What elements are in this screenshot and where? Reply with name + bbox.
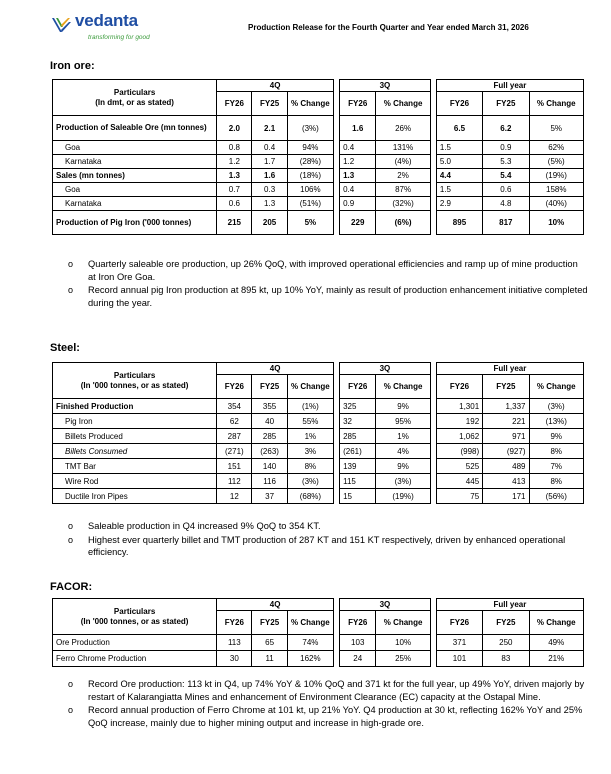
cell: 12 — [217, 489, 252, 504]
cell: 112 — [217, 474, 252, 489]
cell: 171 — [483, 489, 529, 504]
bullet-icon: o — [68, 534, 74, 545]
cell: 192 — [436, 414, 482, 429]
steel-bullets — [68, 520, 588, 560]
list-item: o Saleable production in Q4 increased 9% QoQ to 354 KT. — [68, 521, 321, 531]
col-header: FY25 — [483, 611, 529, 635]
cell: (40%) — [529, 197, 584, 211]
cell: (4%) — [376, 155, 430, 169]
cell: 162% — [287, 651, 333, 667]
cell: (28%) — [287, 155, 333, 169]
cell: 62% — [529, 141, 584, 155]
col-header: FY25 — [252, 375, 287, 399]
iron-ore-title: Iron ore: — [50, 60, 95, 72]
row-label: Karnataka — [53, 197, 217, 211]
table-row — [53, 211, 584, 235]
particulars-header: Particulars (In '000 tonnes, or as stated) — [53, 363, 217, 399]
cell: 325 — [340, 399, 376, 414]
cell: 895 — [436, 211, 482, 235]
table-row — [53, 399, 584, 414]
cell: 445 — [436, 474, 482, 489]
cell: (261) — [340, 444, 376, 459]
cell: (32%) — [376, 197, 430, 211]
table-row — [53, 635, 584, 651]
row-label: Billets Produced — [53, 429, 217, 444]
steel-table — [52, 362, 584, 504]
cell: (5%) — [529, 155, 584, 169]
cell: 1.6 — [340, 116, 376, 141]
cell: 10% — [376, 635, 430, 651]
col-header: FY26 — [436, 611, 482, 635]
cell: 1.3 — [252, 197, 287, 211]
col-header: % Change — [529, 92, 584, 116]
cell: 9% — [376, 459, 430, 474]
group-3q: 3Q — [340, 80, 431, 92]
iron-ore-bullets — [68, 258, 588, 310]
cell: 489 — [483, 459, 529, 474]
cell: 229 — [340, 211, 376, 235]
cell: 158% — [529, 183, 584, 197]
table-row — [53, 489, 584, 504]
col-header: % Change — [529, 611, 584, 635]
cell: 139 — [340, 459, 376, 474]
cell: 250 — [483, 635, 529, 651]
cell: 971 — [483, 429, 529, 444]
vedanta-logo-icon — [50, 14, 72, 36]
col-header: % Change — [287, 375, 333, 399]
cell: 5.0 — [436, 155, 482, 169]
bullet-icon: o — [68, 705, 74, 716]
cell: 1.3 — [340, 169, 376, 183]
cell: 65 — [252, 635, 287, 651]
table-row — [53, 651, 584, 667]
cell: 75 — [436, 489, 482, 504]
cell: 25% — [376, 651, 430, 667]
cell: 83 — [483, 651, 529, 667]
cell: 355 — [252, 399, 287, 414]
particulars-header: Particulars (In '000 tonnes, or as stated) — [53, 599, 217, 635]
group-4q: 4Q — [217, 80, 334, 92]
facor-table — [52, 598, 584, 667]
cell: (68%) — [287, 489, 333, 504]
col-header: FY25 — [252, 92, 287, 116]
steel-title: Steel: — [50, 342, 80, 354]
col-header: % Change — [376, 375, 430, 399]
cell: 2.1 — [252, 116, 287, 141]
cell: 0.3 — [252, 183, 287, 197]
cell: 94% — [287, 141, 333, 155]
brand-name: vedanta — [75, 11, 138, 30]
col-header: % Change — [376, 92, 430, 116]
group-full-year: Full year — [436, 599, 583, 611]
cell: 116 — [252, 474, 287, 489]
brand-tagline: transforming for good — [88, 34, 150, 41]
table-row — [53, 444, 584, 459]
row-label: Karnataka — [53, 155, 217, 169]
bullet-icon: o — [68, 679, 74, 689]
table-row — [53, 197, 584, 211]
row-label: Wire Rod — [53, 474, 217, 489]
cell: 413 — [483, 474, 529, 489]
cell: 115 — [340, 474, 376, 489]
cell: 87% — [376, 183, 430, 197]
cell: (13%) — [529, 414, 584, 429]
cell: 1% — [287, 429, 333, 444]
col-header: FY26 — [436, 92, 482, 116]
iron-ore-table — [52, 79, 584, 235]
cell: 8% — [287, 459, 333, 474]
cell: 1.6 — [252, 169, 287, 183]
cell: 285 — [340, 429, 376, 444]
row-label: TMT Bar — [53, 459, 217, 474]
group-full-year: Full year — [436, 363, 583, 375]
bullet-icon: o — [68, 285, 74, 296]
cell: 525 — [436, 459, 482, 474]
cell: (19%) — [529, 169, 584, 183]
cell: 6.5 — [436, 116, 482, 141]
cell: 817 — [483, 211, 529, 235]
table-row — [53, 459, 584, 474]
row-label: Sales (mn tonnes) — [53, 169, 217, 183]
row-label: Ferro Chrome Production — [53, 651, 217, 667]
table-row — [53, 414, 584, 429]
cell: (1%) — [287, 399, 333, 414]
row-label: Finished Production — [53, 399, 217, 414]
cell: 9% — [529, 429, 584, 444]
cell: 4.8 — [483, 197, 529, 211]
list-item: o Record annual pig Iron production at 895 kt, up 10% YoY, mainly as result of production enhancement initiative completed during the year. — [68, 285, 588, 308]
cell: (3%) — [287, 474, 333, 489]
col-header: % Change — [287, 92, 333, 116]
cell: 21% — [529, 651, 584, 667]
cell: 221 — [483, 414, 529, 429]
cell: 95% — [376, 414, 430, 429]
cell: 140 — [252, 459, 287, 474]
cell: 7% — [529, 459, 584, 474]
row-label: Billets Consumed — [53, 444, 217, 459]
cell: 5% — [529, 116, 584, 141]
cell: 6.2 — [483, 116, 529, 141]
col-header: % Change — [529, 375, 584, 399]
cell: 151 — [217, 459, 252, 474]
cell: 2% — [376, 169, 430, 183]
cell: 1.2 — [217, 155, 252, 169]
row-label: Production of Pig Iron ('000 tonnes) — [53, 211, 217, 235]
cell: 8% — [529, 444, 584, 459]
row-label: Goa — [53, 141, 217, 155]
particulars-header: Particulars (In dmt, or as stated) — [53, 80, 217, 116]
col-header: FY26 — [436, 375, 482, 399]
cell: 371 — [436, 635, 482, 651]
cell: 0.7 — [217, 183, 252, 197]
table-row — [53, 474, 584, 489]
cell: 1,337 — [483, 399, 529, 414]
row-label: Production of Saleable Ore (mn tonnes) — [53, 116, 217, 141]
bullet-icon: o — [68, 259, 74, 269]
col-header: FY26 — [340, 375, 376, 399]
cell: 205 — [252, 211, 287, 235]
cell: 0.9 — [340, 197, 376, 211]
cell: 62 — [217, 414, 252, 429]
cell: 287 — [217, 429, 252, 444]
cell: 30 — [217, 651, 252, 667]
facor-bullets — [68, 678, 588, 730]
col-header: FY26 — [340, 92, 376, 116]
row-label: Goa — [53, 183, 217, 197]
cell: 49% — [529, 635, 584, 651]
cell: 0.9 — [483, 141, 529, 155]
group-3q: 3Q — [340, 363, 431, 375]
group-full-year: Full year — [436, 80, 583, 92]
cell: 0.6 — [217, 197, 252, 211]
cell: 24 — [340, 651, 376, 667]
col-header: % Change — [376, 611, 430, 635]
col-header: FY25 — [252, 611, 287, 635]
table-row — [53, 116, 584, 141]
cell: 0.4 — [252, 141, 287, 155]
group-4q: 4Q — [217, 363, 334, 375]
cell: 0.8 — [217, 141, 252, 155]
col-header: FY25 — [483, 92, 529, 116]
table-row — [53, 141, 584, 155]
col-header: FY26 — [217, 375, 252, 399]
cell: 40 — [252, 414, 287, 429]
cell: 5.3 — [483, 155, 529, 169]
cell: 11 — [252, 651, 287, 667]
facor-title: FACOR: — [50, 581, 93, 593]
group-4q: 4Q — [217, 599, 334, 611]
cell: 55% — [287, 414, 333, 429]
cell: 4% — [376, 444, 430, 459]
table-row — [53, 183, 584, 197]
col-header: FY26 — [217, 611, 252, 635]
group-3q: 3Q — [340, 599, 431, 611]
cell: 9% — [376, 399, 430, 414]
cell: 5.4 — [483, 169, 529, 183]
cell: 5% — [287, 211, 333, 235]
cell: 1.7 — [252, 155, 287, 169]
list-item: o Record annual production of Ferro Chrome at 101 kt, up 21% YoY. Q4 production at 30 kt, reflecting 162% YoY and 25% QoQ increase, mainly due to higher mining output and increase in high-grade ore. — [68, 705, 583, 728]
cell: (3%) — [529, 399, 584, 414]
cell: 113 — [217, 635, 252, 651]
col-header: FY26 — [340, 611, 376, 635]
cell: (51%) — [287, 197, 333, 211]
cell: (18%) — [287, 169, 333, 183]
cell: 0.4 — [340, 183, 376, 197]
cell: 285 — [252, 429, 287, 444]
cell: 8% — [529, 474, 584, 489]
cell: 1.5 — [436, 183, 482, 197]
table-row — [53, 155, 584, 169]
list-item: o Quarterly saleable ore production, up 26% QoQ, with improved operational efficiencies and ramp up of mine production at Iron Ore Goa. — [68, 259, 578, 282]
cell: 354 — [217, 399, 252, 414]
page-header — [0, 0, 611, 50]
cell: 26% — [376, 116, 430, 141]
cell: 1,301 — [436, 399, 482, 414]
table-row — [53, 429, 584, 444]
cell: 1% — [376, 429, 430, 444]
table-row — [53, 169, 584, 183]
cell: 32 — [340, 414, 376, 429]
bullet-icon: o — [68, 521, 74, 531]
cell: 15 — [340, 489, 376, 504]
cell: (19%) — [376, 489, 430, 504]
cell: 103 — [340, 635, 376, 651]
cell: 0.4 — [340, 141, 376, 155]
col-header: FY26 — [217, 92, 252, 116]
col-header: FY25 — [483, 375, 529, 399]
cell: (56%) — [529, 489, 584, 504]
cell: (927) — [483, 444, 529, 459]
row-label: Ductile Iron Pipes — [53, 489, 217, 504]
cell: 74% — [287, 635, 333, 651]
cell: 1.5 — [436, 141, 482, 155]
cell: 2.0 — [217, 116, 252, 141]
list-item: o Record Ore production: 113 kt in Q4, up 74% YoY & 10% QoQ and 371 kt for the full year, up 49% YoY, driven majorly by restart of Kalarangiatta Mines and enhancement of Environment Clearance (EC) capacity at the Ostapal Mine. — [68, 679, 585, 702]
cell: 2.9 — [436, 197, 482, 211]
cell: 10% — [529, 211, 584, 235]
cell: 1.2 — [340, 155, 376, 169]
row-label: Ore Production — [53, 635, 217, 651]
cell: 1,062 — [436, 429, 482, 444]
document-title: Production Release for the Fourth Quarter and Year ended March 31, 2026 — [248, 23, 529, 32]
cell: (271) — [217, 444, 252, 459]
row-label: Pig Iron — [53, 414, 217, 429]
cell: 1.3 — [217, 169, 252, 183]
cell: 215 — [217, 211, 252, 235]
cell: 3% — [287, 444, 333, 459]
cell: 0.6 — [483, 183, 529, 197]
cell: 37 — [252, 489, 287, 504]
list-item: o Highest ever quarterly billet and TMT production of 287 KT and 151 KT respectively, driven by enhanced operational efficiency. — [68, 534, 566, 558]
cell: (3%) — [376, 474, 430, 489]
cell: (6%) — [376, 211, 430, 235]
cell: (3%) — [287, 116, 333, 141]
cell: (263) — [252, 444, 287, 459]
cell: 101 — [436, 651, 482, 667]
cell: (998) — [436, 444, 482, 459]
cell: 106% — [287, 183, 333, 197]
col-header: % Change — [287, 611, 333, 635]
cell: 4.4 — [436, 169, 482, 183]
cell: 131% — [376, 141, 430, 155]
